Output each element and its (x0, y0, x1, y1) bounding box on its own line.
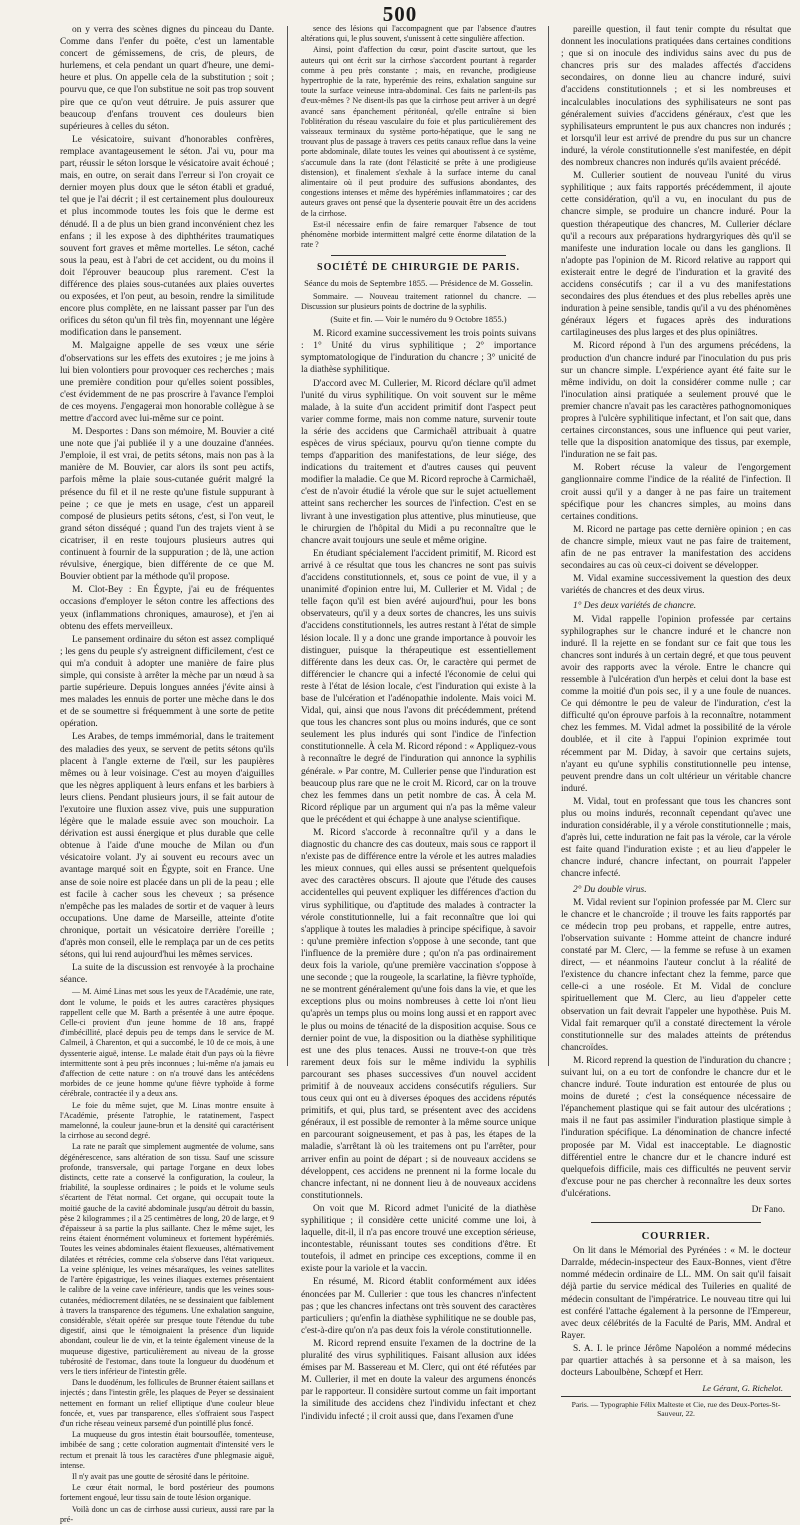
paragraph: Voilà donc un cas de cirrhose aussi curieux, aussi rare par la pré- (60, 1504, 274, 1524)
paragraph: La suite de la discussion est renvoyée à la prochaine séance. (60, 963, 274, 986)
subheading: 1° Des deux variétés de chancre. (573, 601, 697, 612)
paragraph: Les Arabes, de temps immémorial, dans le traitement des maladies des yeux, se servent de petits sétons qu'ils placent à l'angle externe de l'œil, sur les paupières mêmes ou à leur voisinage. C'est au moyen d'aiguilles que les nègres appliquent à leurs enfans et les barbiers à leurs cliens. Pendant plusieurs jours, il se fait autour de l'exutoire une fluxion assez vive, puis une suppuration légère que le malade essuie avec son mouchoir. La dérivation est aussi énergique et plus durable que celle obtenue à l'aide d'une mouche de Milan ou d'un vésicatoire volant. J'y ai souvent eu recours avec un avantage marqué soit en Égypte, soit en France. Une anse de soie noire est placée dans un pli de la peau ; elle est facile à cacher sous les cheveux ; sa présence n'empêche pas les malades de sortir et de vaquer à leurs occupations. Une dame de Marseille, atteinte d'otite chronique, portait un vésicatoire derrière l'oreille ; d'après mon conseil, elle le remplaça par un de ces petits sétons, qui lui rend aujourd'hui les mêmes services. (60, 732, 274, 961)
paragraph: Dans le duodénum, les follicules de Brunner étaient saillans et injectés ; dans l'intestin grêle, les plaques de Peyer se dessinaient nettement en formant un relief elliptique d'une couleur bleue foncée, et, vues par transparence, elles s'offraient sous l'aspect d'un riche réseau veineux parsemé d'un pointillé plus foncé. (60, 1378, 274, 1428)
paragraph: En étudiant spécialement l'accident primitif, M. Ricord est arrivé à ce résultat que tous les chancres ne sont pas suivis d'accidens constitutionnels, et, sous ce point de vue, il y a unanimité d'opinion entre lui, M. Cullerier et M. Vidal ; de telle façon qu'il est bien avéré aujourd'hui, pour les bons observateurs, qu'il y a deux sortes de chancres, les uns suivis d'accidens constitutionnels, les autres restant à l'état de simple lésion locale. Il y a donc une grande importance à pouvoir les distinguer, puisque la thérapeutique est essentiellement différente dans les deux cas. Or, le caractère qui permet de différencier le chancre qui a infecté l'économie de celui qui reste à l'état de lésion locale, c'est l'induration qui existe à la base de l'ulcération et l'adénopathie indolente. Mais voici M. Vidal, qui, ainsi que nous l'avons dit précédemment, prétend que tous les chancres sont plus ou moins indurés, que ce sont seulement les plus indurés qui sont l'indice de l'infection constitutionnelle. À cela M. Ricord répond : « Appliquez-vous à reconnaître le degré de l'induration qui annonce la syphilis générale. » Par contre, M. Cullerier pense que l'induration est beaucoup plus rare que ne le croit M. Ricord, car on la trouve chez les femmes dans un petit nombre de cas. À cela M. Ricord réplique par un argument qui n'a pas la même valeur que le précédent et qui échappe à une analyse scientifique. (301, 548, 536, 825)
column-rule (548, 26, 549, 1066)
paragraph: La muqueuse du gros intestin était boursouflée, tomenteuse, imbibée de sang ; cette coloration augmentait d'intensité vers le rectum et prenait là tous les caractères d'une phlegmasie aiguë, intense. (60, 1430, 274, 1470)
page-number: 500 (382, 2, 418, 26)
paragraph: M. Ricord reprend la question de l'induration du chancre ; suivant lui, on a eu tort de confondre le chancre dur et le chancre induré. Toute induration est entourée de plus ou moins de dureté ; c'est la conséquence nécessaire de l'épanchement plastique qui se fait autour des ulcérations ; mais il ne faut pas assimiler l'induration plastique simple à l'induration spécifique. La dénomination de chancre infecté proposée par M. Vidal est inacceptable. Le diagnostic différentiel entre le chancre dur et le chancre induré est quelquefois difficile, mais ces difficultés ne peuvent servir d'excuse pour ne pas chercher à reconnaître les deux sortes d'ulcérations. (561, 1055, 791, 1199)
paragraph: M. Desportes : Dans son mémoire, M. Bouvier a cité une note que j'ai publiée il y a une douzaine d'années. J'emploie, il est vrai, de petits sétons, mais non pas à la manière de M. Bouvier, car alors ils sont peu actifs, parfois même la plaie sous-cutanée guérit malgré la présence du fil et il ne reste qu'une fistule suppurant à peine ; ce que je mets en usage, c'est un appareil composé de plusieurs petits sétons, c'est, si l'on veut, le grand séton disséqué ; quand l'un des trajets vient à se cicatriser, il en reste toujours plusieurs autres qui continuent à fournir de la suppuration ; de là, une action révulsive, énergique, bien différente de ce que M. Bouvier obtient par la méthode qu'il propose. (60, 427, 274, 583)
paragraph: On voit que M. Ricord admet l'unicité de la diathèse syphilitique ; il considère cette unicité comme une loi, à laquelle, dit-il, il n'a pas encore trouvé une exception sérieuse, incontestable, réunissant toutes ses conditions d'être. Et toutefois, il admet en principe ces exceptions, comme il en existe pour la variole et la vaccin. (301, 1203, 536, 1275)
paragraph: sence des lésions qui l'accompagnent que par l'absence d'autres altérations qui, le plus souvent, s'unissent à cette singulière affection. (301, 24, 536, 44)
subheading: 2° Du double virus. (573, 884, 647, 895)
author-signature: Dr Fano. (751, 1205, 785, 1215)
continuation-note: (Suite et fin. — Voir le numéro du 9 Octobre 1855.) (330, 314, 507, 325)
paragraph: M. Clot-Bey : En Égypte, j'ai eu de fréquentes occasions d'employer le séton contre les affections des yeux (inflammations chroniques, amaurose), et j'en ai obtenu des effets merveilleux. (60, 585, 274, 632)
section-divider (591, 1222, 761, 1223)
paragraph: M. Ricord ne partage pas cette dernière opinion ; en cas de chancre simple, mieux vaut ne pas faire de traitement, afin de ne pas entraver la manifestation des accidens secondaires au cas où ceux-ci doivent se développer. (561, 524, 791, 572)
paragraph: M. Vidal examine successivement la question des deux variétés de chancres et des deux virus. (561, 574, 791, 597)
column-1 (60, 24, 274, 1524)
paragraph: pareille question, il faut tenir compte du résultat que donnent les inoculations pratiquées dans certaines conditions ; que si on inocule des individus sains avec du pus de chancres pris sur des malades affectés d'accidens secondaires, on donne lieu au chancre induré, suivi d'accidens constitutionnels ; et si les nombreuses et incalculables inoculations des syphilisateurs ne sont pas généralement suivies d'accidens généraux, c'est que les syphilisateurs empruntent le pus aux chancres non indurés ; et lorsqu'il leur est arrivé de prendre du pus sur un chancre induré, la vérole constitutionnelle s'est manifestée, en dépit des nombreux chancres non indurés qu'ils avaient précédé. (561, 25, 791, 169)
paragraph: M. Cullerier soutient de nouveau l'unité du virus syphilitique ; aux faits rapportés précédemment, il ajoute cette considération, qu'il a vu, en inoculant du pus de chancre simple, se produire un chancre induré. Pour la question thérapeutique des chancres, M. Cullerier déclare qu'il a recours aux préparations hydrargyriques dès qu'il se manifeste une induration locale ou dans les ganglions. Il n'adopte pas l'opinion de M. Ricord relative au rapport qui existerait entre le degré de l'induration et la gravité des accidens consécutifs ; car il a vu des manifestations secondaires des plus étendues et des plus rebelles après une induration à peine sensible, tandis qu'il a vu des phénomènes généraux légers et fugaces après des indurations cartilagineuses des plus larges et des plus opiniâtres. (561, 171, 791, 339)
paragraph: Est-il nécessaire enfin de faire remarquer l'absence de tout phénomène morbide intermittent malgré cette énorme dilatation de la rate ? (301, 219, 536, 250)
paragraph: En résumé, M. Ricord établit conformément aux idées énoncées par M. Cullerier : que tous les chancres n'infectent pas ; que les chancres infectans ont très souvent des caractères particuliers ; qu'enfin la diathèse syphilitique ne se double pas, c'est-à-dire qu'on n'a pas deux fois la vérole constitutionnelle. (301, 1277, 536, 1336)
paragraph: M. Malgaigne appelle de ses vœux une série d'observations sur les effets des exutoires ; je me joins à lui bien volontiers pour provoquer ces recherches ; mais une première condition pour qu'elles soient possibles, c'est évidemment de ne pas proscrire à l'avance l'emploi de ces moyens. J'engagerai mon honorable collègue à se mettre d'accord avec lui-même sur ce point. (60, 341, 274, 424)
paragraph: Il n'y avait pas une goutte de sérosité dans le péritoine. (72, 1471, 249, 1481)
paragraph: Le vésicatoire, suivant d'honorables confrères, remplace avantageusement le séton. J'ai vu, pour ma part, réussir le séton lorsque le vésicatoire avait échoué ; mais, en outre, on serait dans l'erreur si l'on croyait ce dernier moyen plus doux que le séton établi et gradué, tel que je l'ai décrit ; il est certainement plus douloureux et plus incommode toutes les fois que le derme est dénudé. Il a de plus un bien grand inconvénient chez les enfans ; il les expose à des diphthérites traumatiques souvent fort graves et même mortelles. Le séton, caché sous la peau, est à l'abri de cet accident, ou du moins il doit l'éprouver beaucoup plus rarement. C'est la différence des plaies sous-cutanées aux plaies ouvertes ou exposées, et l'on peut, au besoin, rendre la similitude encore plus complète, en ne laissant passer par l'un des orifices du séton qu'un fil très fin, moyennant une légère modification dans le pansement. (60, 134, 274, 339)
section-divider (331, 255, 506, 256)
session-line: Séance du mois de Septembre 1855. — Présidence de M. Gosselin. (304, 277, 533, 288)
paragraph: — M. Aimé Linas met sous les yeux de l'Académie, une rate, dont le volume, le poids et les autres caractères physiques rappellent celle que M. Barth a présentée à une autre époque. Celle-ci provient d'un jeune homme de 18 ans, frappé d'imbécillité, placé depuis peu de temps dans le service de M. Calmeil, à Charenton, et qui a succombé, le 10 de ce mois, à une dyssenterie aiguë, intense. Le malade était d'un pays où la fièvre intermittente sont à peu près inconnues ; lui-même n'a jamais eu d'affection de cette nature : on n'a trouvé dans les antécédens morbides de ce jeune homme qu'une fièvre typhoïde à forme cérébrale, contractée il y a deux ans. (60, 987, 274, 1099)
paragraph: M. Vidal, tout en professant que tous les chancres sont plus ou moins indurés, reconnaît cependant qu'avec une induration considérable, il y a vérole constitutionnelle ; mais, d'après lui, cette induration ne fait pas la vérole, car la vérole est faite quand l'induration existe ; et au lieu d'appeler le chancre induré, chancre infectant, on pourrait l'appeler chancre infecté. (561, 796, 791, 880)
summary: Sommaire. — Nouveau traitement rationnel du chancre. — Discussion sur plusieurs points de doctrine de la syphilis. (301, 291, 536, 311)
paragraph: M. Robert récuse la valeur de l'engorgement ganglionnaire comme l'indice de la réalité de l'infection. Il croit aussi qu'il y a danger à ne pas faire un traitement spécifique pour les chancres simples, au moins dans certaines conditions. (561, 463, 791, 522)
column-3 (561, 24, 791, 1419)
gerant-line: Le Gérant, G. Richelot. (702, 1383, 783, 1394)
paragraph: M. Vidal revient sur l'opinion professée par M. Clerc sur le chancre et le chancroïde ; il trouve les faits rapportés par ce médecin trop peu probans, et rappelle, entre autres, l'observation suivante : Homme atteint de chancre induré constaté par M. Clerc, — la femme se refuse à un examen direct, — et néanmoins l'auteur conclut à la réalité de l'existence du chancre infectant chez la femme, parce que celle-ci a une roséole. Et M. Vidal de conclure spirituellement que M. Clerc, au lieu d'appeler cette observation un fait devrait l'appeler une hypothèse. Puis M. Vidal fait remarquer qu'il a constaté directement la vérole constitutionnelle sur des malades atteints de prétendus chancroïdes. (561, 897, 791, 1053)
column-2 (301, 24, 536, 1422)
paragraph: Le pansement ordinaire du séton est assez compliqué ; les gens du peuple s'y astreignent difficilement, c'est ce qui m'a conduit à adopter une manière de faire plus simple, qui consiste à arrêter la mèche par un nœud à sa partie supérieure. Depuis longues années j'évite ainsi à mes malades les ennuis de porter une mèche dans le dos et de se soumettre si fréquemment à une sorte de petite opération. (60, 634, 274, 730)
paragraph: on y verra des scènes dignes du pinceau du Dante. Comme dans l'enfer du poëte, c'est un lamentable concert de gémissemens, de cris, de pleurs, de hurlemens, et cela pendant un quart d'heure, une demi-heure et plus. On appelle cela de la substitution ; soit ; pourvu que, ce que l'on substitue ne soit pas trop souvent pire que ce qu'on veut détruire. Je puis assurer que beaucoup d'enfans trouvent ces douleurs bien supérieures à celles du séton. (60, 25, 274, 132)
paragraph: M. Ricord s'accorde à reconnaître qu'il y a dans le diagnostic du chancre des cas douteux, mais sous ce rapport il n'existe pas de différence entre la vérole et les autres maladies les mieux connues, qui elles aussi se présentent quelquefois avec des caractères obscurs. Il ajoute que l'étude des causes accidentelles qui peuvent expliquer les différences d'action du virus syphilitique, ou d'aptitude des malades à contracter la vérole constitutionnelle, lui a fait reconnaître que loi qui s'applique à toutes les maladies à principe spécifique, à savoir : qu'une première infection s'oppose à une seconde, tant que l'influence de la première dure ; qu'on n'a pas ordinairement deux fois la variole, qu'une première vaccination s'oppose à une seconde ; que la rougeole, la scarlatine, la fièvre typhoïde, ne se montrent généralement qu'une fois dans la vie, et que les exceptions plus ou moins nombreuses à cette loi n'ont lieu qu'après un temps plus ou moins long aussi et en rapport avec le plus ou moins de ténacité de la disposition acquise. Sous ce dernier point de vue, la disposition ou la diathèse syphilitique est une des plus tenaces. Aussi ne trouve-t-on que très rarement deux fois sur le même individu la syphilis parcourant ses phases successives d'un nouvel accident primitif à de nouveaux accidens consécutifs réguliers. Sur tous ceux qui ont eu à diverses époques des accidens réputés primitifs, et qui, plus tard, se présentent avec des accidens généraux, il est possible de remonter à la même source unique en parcourant soigneusement, et pas à pas, les étapes de la maladie, s'arrêtant là où les traitemens ont pu l'arrêter, pour arriver enfin au point de départ ; si de nouveaux accidens se développent, ces accidens ne prennent ni la forme locale du chancre infectant, ni ne donnent lieu à de nouveaux accidens constitutionnels. (301, 828, 536, 1201)
column-rule (287, 26, 288, 1066)
paragraph: Le foie du même sujet, que M. Linas montre ensuite à l'Académie, présente l'atrophie, le ratatinement, l'aspect mamelonné, la couleur jaune-brun et la densité qui caractérisent la cirrhose au second degré. (60, 1100, 274, 1141)
paragraph: Le cœur était normal, le bord postérieur des poumons fortement engoué, leur tissu sain de toute lésion organique. (60, 1483, 274, 1503)
paragraph: M. Ricord répond à l'un des argumens précédens, la production d'un chancre induré par l'inoculation du pus pris sur un chancre simple. L'expérience ayant été faite sur le même individu, on doit la considérer comme nulle ; car l'inoculation ainsi pratiquée a seulement prouvé que le premier chancre n'avait pas les caractères pathognomoniques propres à l'ulcère syphilitique infectant, et l'on sait que, dans certaines circonstances, sous une influence qui peut varier, telle que la disposition anatomique des tissus, par exemple, l'induration ne se fait pas. (561, 341, 791, 461)
paragraph: La rate ne paraît que simplement augmentée de volume, sans dégénérescence, sans altération de son tissu. Sauf une scissure profonde, transversale, qui partage l'organe en deux lobes distincts, cette rate a conservé la configuration, la couleur, la friabilité, la souplesse ordinaires ; le poids et le volume seuls s'écartent de l'état normal. Cet organe, qui occupait toute la moitié gauche de la cavité abdominale jusqu'au détroit du bassin, pèse 2 kilogrammes ; il a 25 centimètres de long, 20 de large, et 9 d'épaisseur à sa partie la plus saillante. Chez le même sujet, les reins étaient énormément volumineux et fortement hypérémiés. Toutes les veines abdominales étaient flexueuses, altérnativement dilatées et rétrécies, comme cela s'observe dans l'état variqueux. La veine splénique, les veines mésaraïques, les veines satellites de l'artère épigastrique, les veines iliaques externes présentaient le calibre de la veine cave inférieure, tandis que les veines sous-cutanées, médiocrement dilatées, ne se dessinaient que faiblement à travers la transparence des tégumens. Une exhalation sanguine, considérable, s'était opérée sur presque toute l'étendue du tube digestif, ainsi que le témoignaient la présence d'un liquide abondant, couleur lie de vin, et la teinte également vineuse de la muqueuse digestive, particulièrement au niveau de la grosse tubérosité de l'estomac, dans toute la longueur du duodénum et vers le tiers inférieur de l'intestin grêle. (60, 1142, 274, 1376)
paragraph: Ainsi, point d'affection du cœur, point d'ascite surtout, que les auteurs qui ont écrit sur la cirrhose s'accordent pourtant à regarder comme à peu près constante ; mais, en revanche, prodigieuse hypertrophie de la rate, hyperémie des reins, exhalation sanguine sur toute la surface veineuse intra-abdominal. Ces faits ne parlent-ils pas d'eux-mêmes ? Ne disent-ils pas que la cirrhose peut arriver à un degré avancé sans épanchement péritonéal, qu'elle entraîne si bien l'oblitération du réseau vasculaire du foie et plus particulièrement des vaisseaux terminaux du système porto-hépatique, que le sang ne trouvant plus de passage à travers ces petits canaux reflue dans la veine porte abdominale, dilate toutes les veines qui aboutissent à ce système, s'accumule dans la rate (dont l'élasticité se prête à une prodigieuse distension), et finalement s'exhale à la surface interne du canal alimentaire où il peut produire des suffusions abondantes, des congestions intenses et même des hypérémies inflammatoires ; car des auteurs graves ont pensé que la dysenterie pouvait être un des accidens de la cirrhose. (301, 45, 536, 218)
paragraph: D'accord avec M. Cullerier, M. Ricord déclare qu'il admet l'unité du virus syphilitique. On voit souvent sur le même malade, à la suite d'un accident primitif dont l'aspect peut varier comme forme, mais non comme nature, survenir toute la série des accidens que Carmichaël attribuait à quatre espèces de virus spéciaux, pourvu qu'on tienne compte du temps d'apparition des manifestations, de leur siége, des indications du traitement et d'autres causes qui peuvent modifier la maladie. Ce que M. Ricord reproche à Carmichaël, c'est de n'avoir étudié la vérole que sur le sujet actuellement atteint sans rechercher les sources de l'infection. C'est en se livrant à une investigation plus attentive, plus minutieuse, que le chirurgien de l'hôpital du Midi a pu reconnaître que le chancre avait toujours une seule et même origine. (301, 378, 536, 546)
paragraph: M. Ricord reprend ensuite l'examen de la doctrine de la pluralité des virus syphilitiques. Faisant allusion aux idées émises par M. Bassereau et M. Clerc, qui ont été réfutées par M. Cullerier, il met en doute la valeur des argumens énoncés par le rapporteur. Il considère surtout comme un fait important la similitude des accidens chez l'individu infectant et chez l'individu infecté ; il croit aussi que, dans l'examen d'une (301, 1338, 536, 1422)
paragraph: On lit dans le Mémorial des Pyrénées : « M. le docteur Darralde, médecin-inspecteur des Eaux-Bonnes, vient d'être nommé médecin ordinaire de LL. MM. On sait qu'il faisait déjà partie du service médical des Tuileries en qualité de médecin consultant de l'impératrice. Le nouveau titre qui lui est conféré l'attache également à la personne de l'Empereur, avec deux célébrités de la Faculté de Paris, MM. Andral et Rayer. (561, 1246, 791, 1341)
paragraph: M. Ricord examine successivement les trois points suivans : 1° Unité du virus syphilitique ; 2° importance symptomatologique de l'induration du chancre ; 3° unicité de la diathèse syphilitique. (301, 329, 536, 376)
section-title: SOCIÉTÉ DE CHIRURGIE DE PARIS. (317, 262, 520, 274)
printer-imprint: Paris. — Typographie Félix Malteste et Cie, rue des Deux-Portes-St-Sauveur, 22. (561, 1396, 791, 1418)
paragraph: M. Vidal rappelle l'opinion professée par certains syphilographes sur le chancre induré et le chancre non induré. Il la rejette en se fondant sur ce fait que tous les chancres sont indurés à un certain degré, et que tous peuvent avoir des rapports avec la vérole. Entre le chancre qui ressemble à l'ulcération d'un herpès et celui dont la base est comme la moitié d'un pois sec, il y a une foule de nuances. Ce qui démontre le peu de valeur de l'induration, c'est la difficulté qu'on éprouve parfois à la reconnaître, notamment chez les femmes. M. Vidal admet la possibilité de la vérole doublée, et il cite à l'appui l'opinion exprimée tout récemment par M. Diday, à savoir que certains sujets, n'ayant eu qu'une syphilis constitutionnelle peu intense, peuvent prendre dans un colt ultérieur un véritable chancre induré. (561, 614, 791, 794)
paragraph: S. A. I. le prince Jérôme Napoléon a nommé médecins par quartier attachés à sa personne et à sa maison, les docteurs Laboulbène, Schœpf et Herr. (561, 1343, 791, 1379)
courrier-title: COURRIER. (641, 1231, 711, 1243)
